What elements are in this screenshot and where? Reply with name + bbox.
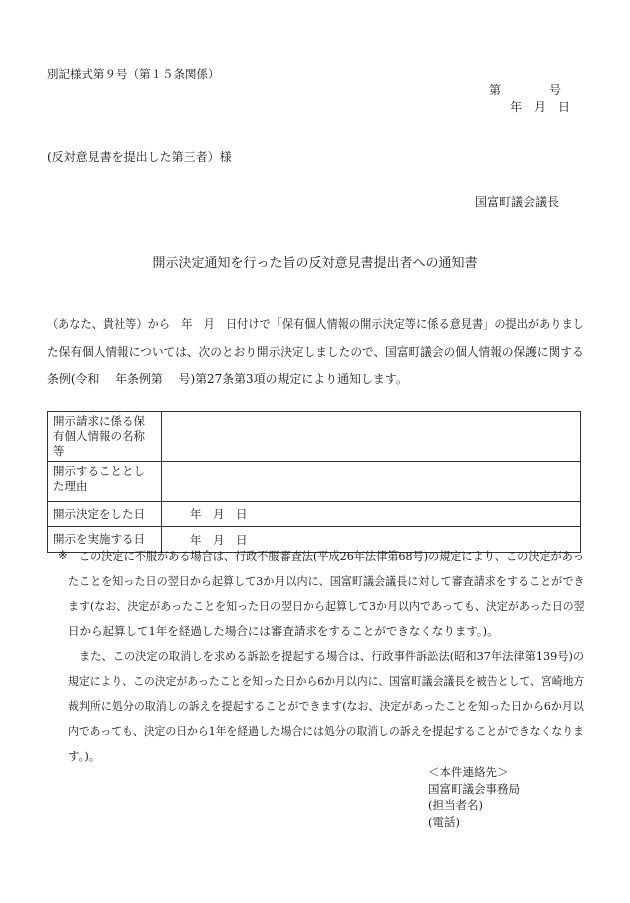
row-label: 開示請求に係る保有個人情報の名称等	[48, 412, 162, 462]
row-label: 開示決定をした日	[48, 502, 162, 527]
body-line: た保有個人情報については、次のとおり開示決定しましたので、国富町議会の個人情報の保護に関する	[47, 345, 584, 359]
note-line: この決定に不服がある場合は、行政不服審査法(平成26年法律第68号)の規定により、この決定があっ	[79, 549, 584, 563]
row-value: 年 月 日	[162, 527, 581, 553]
document-date: 年 月 日	[510, 100, 571, 114]
form-number: 別記様式第９号（第１５条関係）	[47, 67, 220, 81]
contact-person: (担当者名)	[428, 798, 483, 812]
contact-block	[428, 764, 520, 830]
body-line: （あなた、貴社等）から 年 月 日付けで「保有個人情報の開示決定等に係る意見書」の提出がありまし	[47, 317, 584, 331]
body-line: 条例(令和 年条例第 号)第27条第3項の規定により通知します。	[47, 372, 408, 386]
document-number: 第 号	[489, 83, 562, 97]
row-value	[162, 412, 581, 462]
note-line: たことを知った日の翌日から起算して3か月以内に、国富町議会議長に対して審査請求をすることができ	[68, 574, 585, 588]
contact-heading: ＜本件連絡先＞	[428, 765, 509, 779]
row-value	[162, 462, 581, 502]
note-line: 内であっても、決定の日から1年を経過した場合には処分の取消しの訴えを提起することができなくなりま	[68, 724, 584, 738]
table-row	[48, 412, 581, 462]
document-title: 開示決定通知を行った旨の反対意見書提出者への通知書	[152, 256, 478, 271]
contact-office: 国富町議会事務局	[428, 781, 520, 796]
note-line: 裁判所に処分の取消しの訴えを提起することができます(なお、決定があったことを知った日から6か月以	[68, 699, 584, 713]
row-label: 開示することとした理由	[48, 462, 162, 502]
contact-phone: (電話)	[428, 814, 460, 829]
row-value: 年 月 日	[162, 502, 581, 527]
addressee: (反対意見書を提出した第三者）様	[47, 150, 232, 164]
note-mark: ※	[58, 548, 68, 562]
sender: 国富町議会議長	[475, 195, 560, 209]
note-line: 規定により、この決定があったことを知った日から6か月以内に、国富町議会議長を被告として、宮崎地方	[68, 674, 585, 688]
note-line: また、この決定の取消しを求める訴訟を提起する場合は、行政事件訴訟法(昭和37年法律第139号)の	[79, 649, 585, 663]
note-line: す。)。	[68, 749, 101, 763]
note-line: 日から起算して1年を経過した場合には審査請求をすることができなくなります。)。	[68, 624, 499, 638]
table-row	[48, 502, 581, 527]
table-row	[48, 462, 581, 502]
note-line: ます(なお、決定があったことを知った日の翌日から起算して3か月以内であっても、決定があった日の翌	[68, 599, 585, 613]
row-label: 開示を実施する日	[48, 527, 162, 553]
info-table	[47, 411, 581, 553]
